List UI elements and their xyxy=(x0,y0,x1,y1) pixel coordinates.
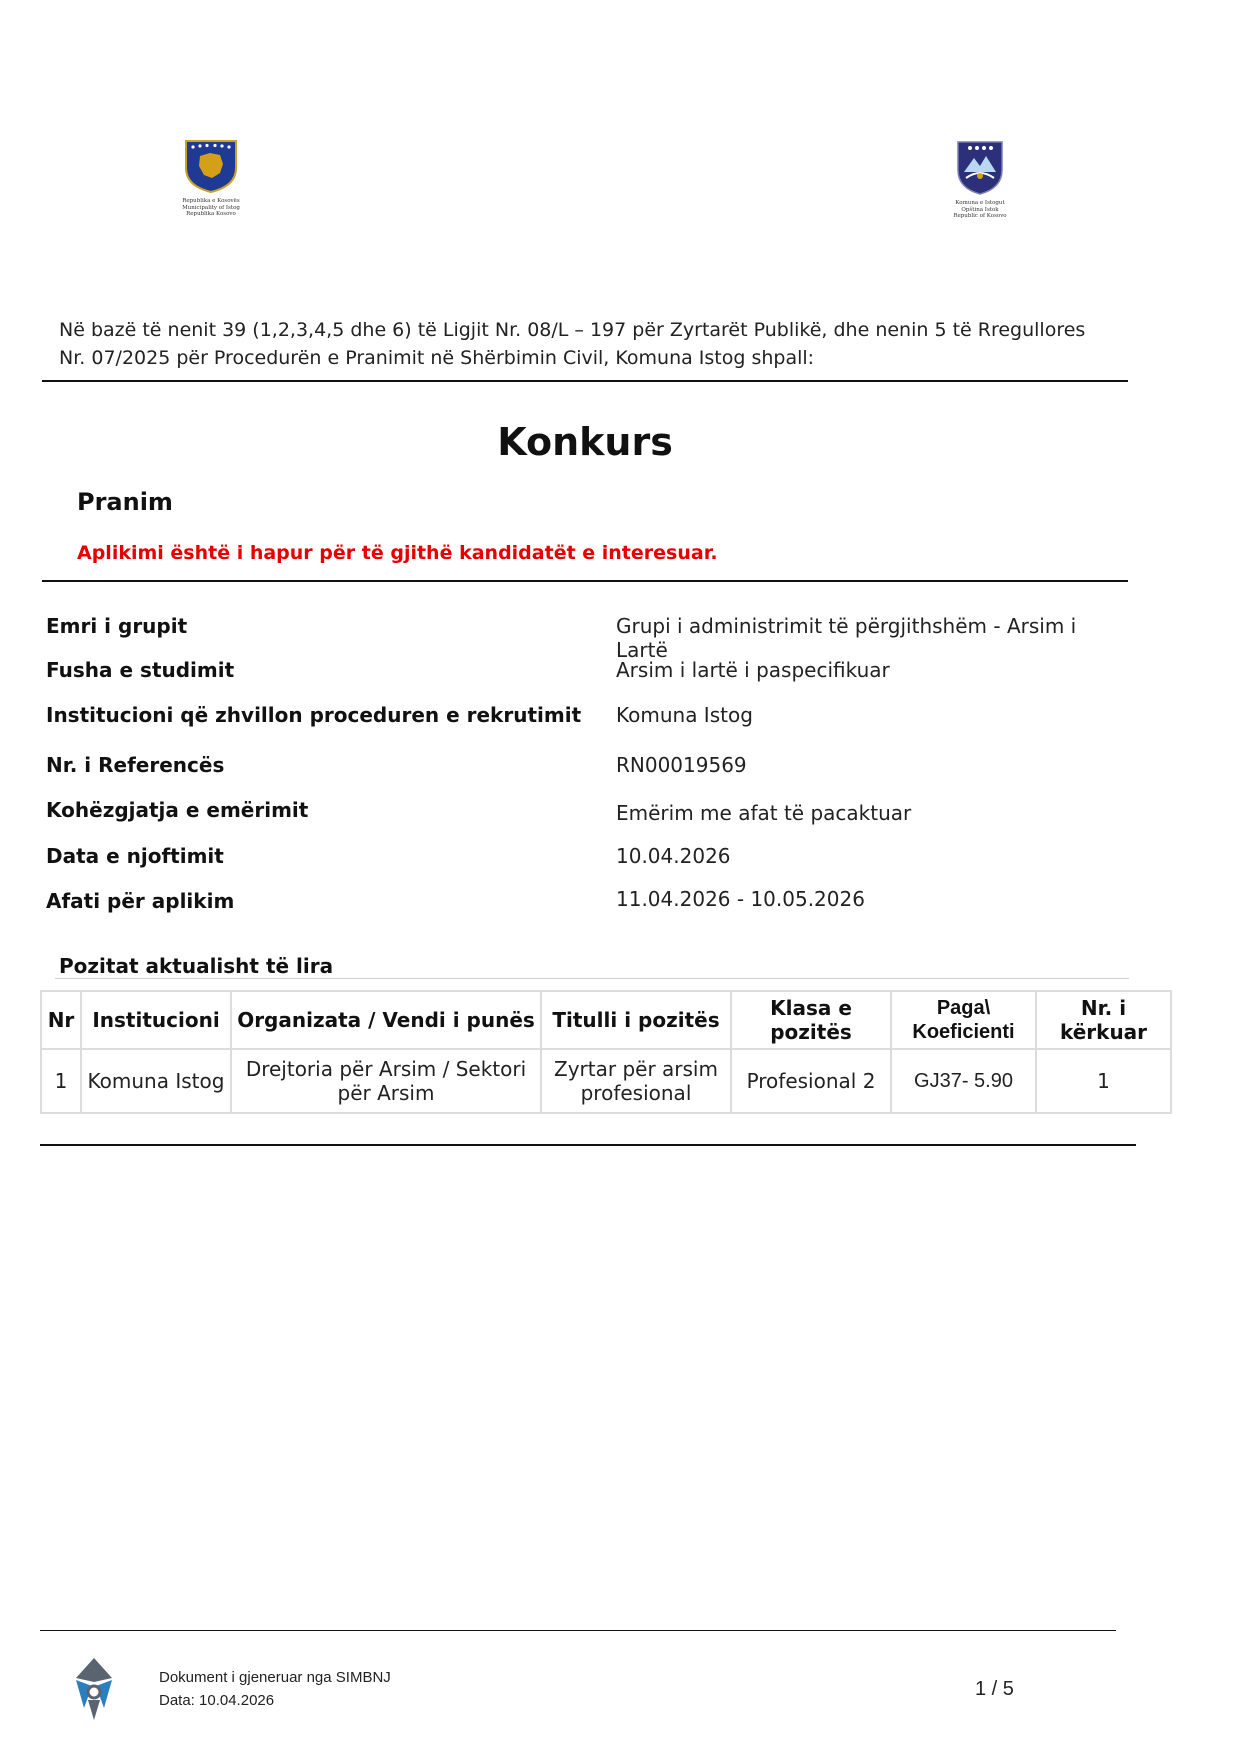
detail-label: Kohëzgjatja e emërimit xyxy=(46,798,309,822)
istog-crest-icon xyxy=(948,138,1012,196)
detail-label: Nr. i Referencës xyxy=(46,753,225,777)
section-divider xyxy=(55,978,1129,979)
istog-municipality-logo xyxy=(948,138,1012,222)
table-cell: GJ37- 5.90 xyxy=(891,1049,1036,1113)
table-header-row xyxy=(41,991,1171,1049)
detail-row-institution xyxy=(46,703,1106,733)
crest-caption-line: Komuna e Istogut xyxy=(955,200,1005,206)
table-cell: Drejtoria për Arsim / Sektori për Arsim xyxy=(231,1049,541,1113)
table-cell: 1 xyxy=(1036,1049,1171,1113)
table-cell: Komuna Istog xyxy=(81,1049,231,1113)
footer-date: Data: 10.04.2026 xyxy=(159,1692,275,1709)
legal-basis-text: Në bazë të nenit 39 (1,2,3,4,5 dhe 6) të Ligjit Nr. 08/L – 197 për Zyrtarët Publikë, dhe nenin 5 të Rregullores Nr. 07/2025 për Procedurën e Pranimit në Shërbimin Civil, Komuna Istog shpall: xyxy=(59,319,1086,369)
column-header: Nr. i kërkuar xyxy=(1036,991,1171,1049)
page-subtitle: Pranim xyxy=(77,488,173,516)
detail-label: Institucioni që zhvillon proceduren e rekrutimit xyxy=(46,703,582,727)
detail-value: Emërim me afat të pacaktuar xyxy=(616,801,912,825)
kosovo-shield-icon xyxy=(176,138,246,194)
table-cell: 1 xyxy=(41,1049,81,1113)
detail-row-duration xyxy=(46,798,1106,828)
detail-row-group xyxy=(46,614,1106,662)
divider xyxy=(42,580,1128,582)
column-header: Institucioni xyxy=(81,991,231,1049)
divider xyxy=(42,380,1128,382)
crest-caption-line: Republika Kosovo xyxy=(186,211,236,217)
page-number: 1 / 5 xyxy=(975,1678,1014,1700)
detail-value: 10.04.2026 xyxy=(616,844,731,868)
detail-label: Fusha e studimit xyxy=(46,658,235,682)
crest-caption-line: Municipality of Istog xyxy=(182,204,240,211)
crest-caption-line: Republic of Kosovo xyxy=(953,213,1007,219)
application-notice: Aplikimi është i hapur për të gjithë kandidatët e interesuar. xyxy=(77,542,718,564)
table-cell: Zyrtar për arsim profesional xyxy=(541,1049,731,1113)
footer-divider xyxy=(40,1630,1116,1631)
column-header: Paga\ Koeficienti xyxy=(891,991,1036,1049)
footer-generated-by: Dokument i gjeneruar nga SIMBNJ xyxy=(159,1669,391,1686)
crest-caption-line: Republika e Kosovës xyxy=(182,198,240,204)
section-title: Pozitat aktualisht të lira xyxy=(59,954,334,978)
column-header: Titulli i pozitës xyxy=(541,991,731,1049)
simbnj-logo xyxy=(62,1656,126,1722)
detail-row-field xyxy=(46,658,1106,688)
detail-value: Arsim i lartë i paspecifikuar xyxy=(616,658,890,682)
crest-caption-line: Opština Istok xyxy=(961,206,999,213)
table-row xyxy=(41,1049,1171,1113)
column-header: Organizata / Vendi i punës xyxy=(231,991,541,1049)
detail-row-notice-date xyxy=(46,844,1106,874)
detail-label: Emri i grupit xyxy=(46,614,188,638)
column-header: Nr xyxy=(41,991,81,1049)
page-title: Konkurs xyxy=(497,420,673,464)
simbnj-logo-icon xyxy=(62,1656,126,1722)
divider xyxy=(40,1144,1136,1146)
footer-info xyxy=(159,1666,391,1712)
positions-table xyxy=(40,990,1172,1114)
detail-label: Data e njoftimit xyxy=(46,844,224,868)
detail-label: Afati për aplikim xyxy=(46,889,235,913)
detail-value: Grupi i administrimit të përgjithshëm - Arsim i Lartë xyxy=(616,614,1077,662)
table-cell: Profesional 2 xyxy=(731,1049,891,1113)
detail-value: Komuna Istog xyxy=(616,703,753,727)
detail-row-reference xyxy=(46,753,1106,783)
detail-value: RN00019569 xyxy=(616,753,747,777)
kosovo-coat-of-arms-logo xyxy=(176,138,246,222)
detail-value: 11.04.2026 - 10.05.2026 xyxy=(616,887,865,911)
detail-row-deadline xyxy=(46,889,1106,919)
column-header: Klasa e pozitës xyxy=(731,991,891,1049)
